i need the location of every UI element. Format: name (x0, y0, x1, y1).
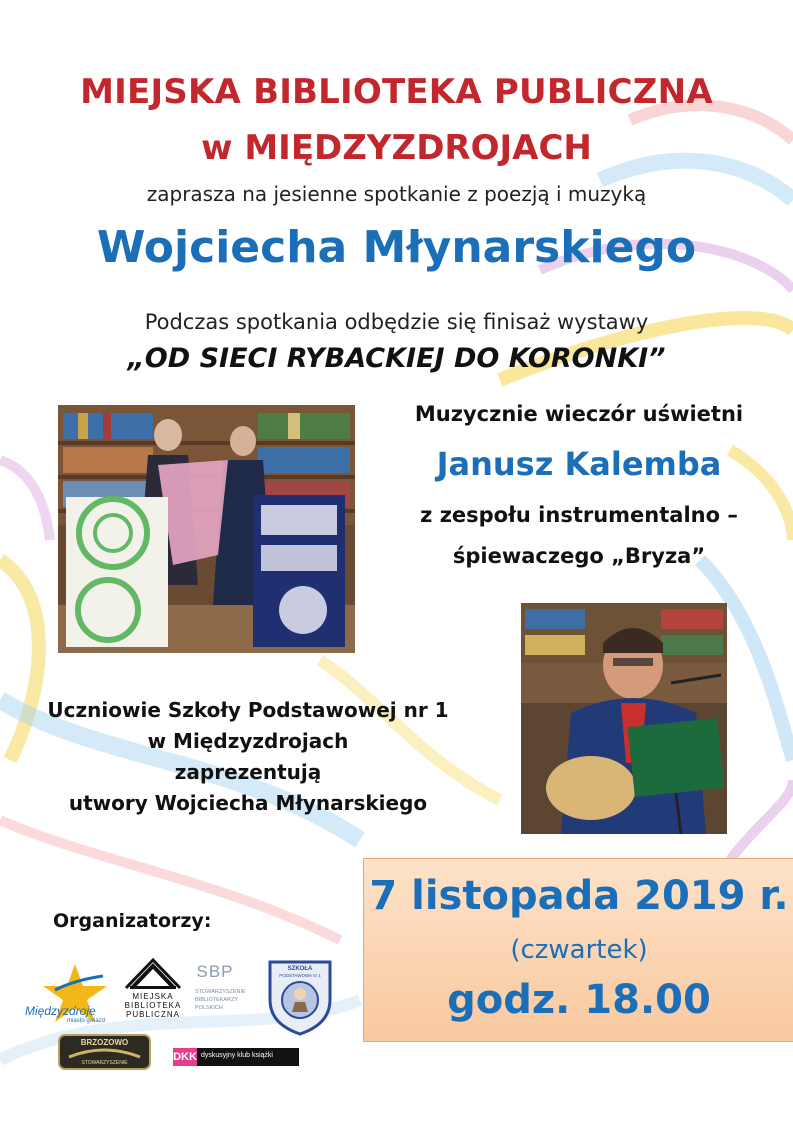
book-icon (122, 958, 184, 990)
invitation-text: zaprasza na jesienne spotkanie z poezją i muzyką (146, 182, 647, 206)
performer-photo (521, 603, 727, 834)
library-logo-line2: BIBLIOTEKA (124, 1001, 182, 1010)
students-line1: Uczniowie Szkoły Podstawowej nr 1 (47, 698, 449, 722)
library-title-line2: w MIĘDZYZDROJACH (201, 128, 592, 168)
performer-name: Janusz Kalemba (436, 445, 722, 483)
brzozowo-sub: STOWARZYSZENIE (81, 1060, 128, 1066)
dkk-logo (173, 1048, 299, 1066)
school-sub-text: PODSTAWOWA nr 1 (279, 973, 321, 978)
brzozowo-logo (57, 1033, 152, 1071)
brzozowo-name: BRZOZOWO (80, 1038, 129, 1047)
library-logo (122, 958, 184, 1030)
students-block (20, 695, 476, 819)
event-date: 7 listopada 2019 r. (369, 873, 789, 919)
music-intro: Muzycznie wieczór uświetni (414, 402, 744, 426)
exhibition-title: „OD SIECI RYBACKIEJ DO KORONKI” (127, 343, 666, 374)
students-line4: utwory Wojciecha Młynarskiego (68, 791, 428, 815)
miedzyzdroje-name: Międzyzdroje (25, 1004, 96, 1018)
event-time: godz. 18.00 (447, 977, 711, 1023)
band-line2: śpiewaczego „Bryza” (452, 544, 706, 568)
sbp-line3: POLSKICH (195, 1005, 223, 1011)
school-top-text: SZKOŁA (287, 966, 313, 972)
students-line3: zaprezentują (174, 760, 322, 784)
miedzyzdroje-logo (25, 960, 125, 1026)
miedzyzdroje-tagline: miasto gwiazd (67, 1018, 106, 1024)
finisage-text: Podczas spotkania odbędzie się finisaż wystawy (144, 310, 649, 334)
students-line2: w Międzyzdrojach (147, 729, 349, 753)
sbp-logo (195, 962, 257, 1022)
dkk-name: dyskusyjny klub książki (201, 1052, 273, 1059)
event-weekday: (czwartek) (510, 935, 648, 965)
sbp-line1: STOWARZYSZENIE (195, 989, 246, 995)
honoree-name: Wojciecha Młynarskiego (96, 222, 697, 273)
event-date-box (363, 858, 793, 1042)
library-logo-line3: PUBLICZNA (126, 1010, 180, 1019)
dkk-abbr: DKK (173, 1048, 197, 1066)
sbp-abbr: SBP (196, 962, 234, 981)
organizers-label: Organizatorzy: (53, 910, 212, 932)
school-crest-logo (265, 956, 335, 1036)
band-line1: z zespołu instrumentalno – (420, 503, 738, 527)
lace-exhibition-photo (58, 405, 355, 653)
library-title-line1: MIEJSKA BIBLIOTEKA PUBLICZNA (80, 72, 713, 112)
library-logo-line1: MIEJSKA (132, 992, 174, 1001)
sbp-line2: BIBLIOTEKARZY (195, 997, 239, 1003)
